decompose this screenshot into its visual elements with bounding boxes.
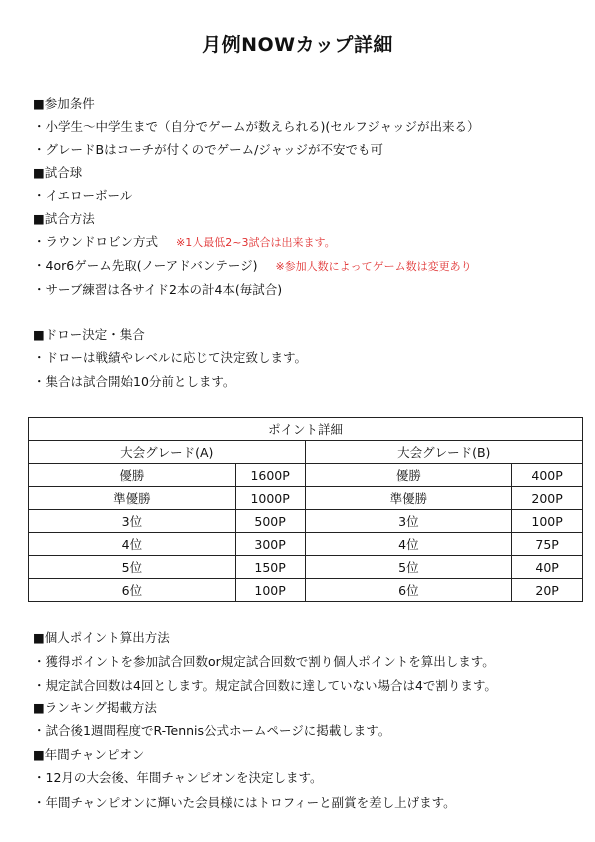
section-heading-ranking: ■ランキング掲載方法 <box>33 700 157 715</box>
match-method-1-note: ※1人最低2~3試合は出来ます。 <box>176 236 336 249</box>
match-method-2 <box>33 258 472 275</box>
points-a-cell: 100P <box>235 579 305 602</box>
section-heading-individual-points: ■個人ポイント算出方法 <box>33 630 170 645</box>
grade-b-header: 大会グレード(B) <box>305 441 582 464</box>
match-method-1 <box>33 234 336 251</box>
place-a-cell: 4位 <box>29 533 236 556</box>
section-heading-participation: ■参加条件 <box>33 96 95 111</box>
table-row <box>29 510 583 533</box>
match-method-3: ・サーブ練習は各サイド2本の計4本(毎試合) <box>33 282 283 297</box>
table-row <box>29 487 583 510</box>
place-b-cell: 3位 <box>305 510 512 533</box>
section-heading-ball: ■試合球 <box>33 165 83 180</box>
points-a-cell: 300P <box>235 533 305 556</box>
individual-points-rule-2: ・規定試合回数は4回とします。規定試合回数に達していない場合は4で割ります。 <box>33 678 497 693</box>
points-a-cell: 500P <box>235 510 305 533</box>
place-a-cell: 6位 <box>29 579 236 602</box>
table-row <box>29 464 583 487</box>
points-table-caption: ポイント詳細 <box>29 418 583 441</box>
participation-condition-1: ・小学生～中学生まで（自分でゲームが数えられる)(セルフジャッジが出来る） <box>33 119 480 134</box>
points-b-cell: 40P <box>512 556 583 579</box>
place-b-cell: 4位 <box>305 533 512 556</box>
points-b-cell: 400P <box>512 464 583 487</box>
points-a-cell: 1000P <box>235 487 305 510</box>
points-b-cell: 20P <box>512 579 583 602</box>
points-a-cell: 150P <box>235 556 305 579</box>
match-method-2-note: ※参加人数によってゲーム数は変更あり <box>275 260 472 273</box>
points-table <box>28 417 583 602</box>
points-a-cell: 1600P <box>235 464 305 487</box>
page-title: 月例NOWカップ詳細 <box>202 34 393 56</box>
ranking-rule: ・試合後1週間程度でR-Tennis公式ホームページに掲載します。 <box>33 723 391 738</box>
section-heading-match-method: ■試合方法 <box>33 211 95 226</box>
points-b-cell: 200P <box>512 487 583 510</box>
section-heading-annual-champion: ■年間チャンピオン <box>33 747 145 762</box>
individual-points-rule-1: ・獲得ポイントを参加試合回数or規定試合回数で割り個人ポイントを算出します。 <box>33 654 495 669</box>
draw-rule-2: ・集合は試合開始10分前とします。 <box>33 374 236 389</box>
place-a-cell: 3位 <box>29 510 236 533</box>
ball-type: ・イエローボール <box>33 188 133 203</box>
participation-condition-2: ・グレードBはコーチが付くのでゲーム/ジャッジが不安でも可 <box>33 142 384 157</box>
annual-champion-rule-2: ・年間チャンピオンに輝いた会員様にはトロフィーと副賞を差し上げます。 <box>33 795 456 810</box>
match-method-1-text: ・ラウンドロビン方式 <box>33 234 159 249</box>
points-b-cell: 100P <box>512 510 583 533</box>
points-b-cell: 75P <box>512 533 583 556</box>
place-b-cell: 5位 <box>305 556 512 579</box>
grade-a-header: 大会グレード(A) <box>29 441 306 464</box>
table-row <box>29 579 583 602</box>
place-a-cell: 準優勝 <box>29 487 236 510</box>
match-method-2-text: ・4or6ゲーム先取(ノーアドバンテージ) <box>33 258 258 273</box>
place-b-cell: 6位 <box>305 579 512 602</box>
place-b-cell: 準優勝 <box>305 487 512 510</box>
table-row <box>29 556 583 579</box>
draw-rule-1: ・ドローは戦績やレベルに応じて決定致します。 <box>33 350 308 365</box>
place-b-cell: 優勝 <box>305 464 512 487</box>
section-heading-draw: ■ドロー決定・集合 <box>33 327 145 342</box>
table-row <box>29 533 583 556</box>
place-a-cell: 優勝 <box>29 464 236 487</box>
place-a-cell: 5位 <box>29 556 236 579</box>
annual-champion-rule-1: ・12月の大会後、年間チャンピオンを決定します。 <box>33 770 323 785</box>
